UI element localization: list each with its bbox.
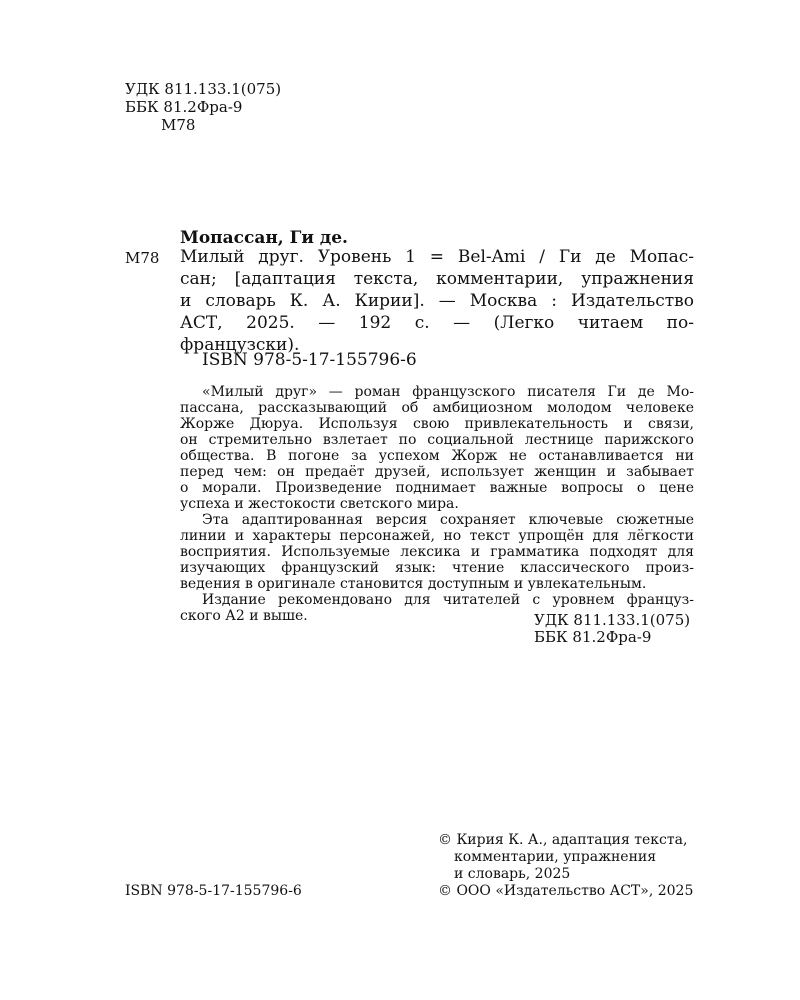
bbk-code: ББК 81.2Фра-9 xyxy=(125,98,243,116)
annotation-line: пассана, рассказывающий об амбициозном молодом человеке xyxy=(180,400,694,416)
annotation-line: успеха и жестокости светского мира. xyxy=(180,496,459,512)
copyright-block xyxy=(438,832,693,900)
copyright-line: и словарь, 2025 xyxy=(454,866,571,882)
biblio-line: сан; [адаптация текста, комментарии, упражнения xyxy=(180,269,694,289)
biblio-line: АСТ, 2025. — 192 с. — (Легко читаем по- xyxy=(180,313,694,333)
copyright-line: комментарии, упражнения xyxy=(454,849,657,865)
annotation-line: ведения в оригинале становится доступным и увлекательным. xyxy=(180,576,647,592)
annotation-line: изучающих французский язык: чтение классического произ- xyxy=(180,560,694,576)
classification-block-bottom xyxy=(534,612,690,646)
annotation-line: Жорже Дюруа. Используя свою привлекательность и связи, xyxy=(180,416,694,432)
annotation-line: Эта адаптированная версия сохраняет ключевые сюжетные xyxy=(202,512,694,528)
annotation-line: «Милый друг» — роман французского писателя Ги де Мо- xyxy=(202,384,694,400)
classification-block-top xyxy=(125,80,281,134)
annotation-line: ского А2 и выше. xyxy=(180,608,308,624)
annotation-line: общества. В погоне за успехом Жорж не останавливается ни xyxy=(180,448,694,464)
copyright-line: © ООО «Издательство АСТ», 2025 xyxy=(438,883,694,899)
annotation-line: линии и характеры персонажей, но текст упрощён для лёгкости xyxy=(180,528,694,544)
udk-code: УДК 811.133.1(075) xyxy=(125,80,282,98)
udk-code: УДК 811.133.1(075) xyxy=(534,611,691,629)
biblio-line: и словарь К. А. Кирии]. — Москва : Издательство xyxy=(180,291,694,311)
annotation-line: Издание рекомендовано для читателей с уровнем француз- xyxy=(202,592,694,608)
author-mark: М78 xyxy=(161,116,196,134)
isbn-main: ISBN 978-5-17-155796-6 xyxy=(202,350,417,370)
annotation-line: о морали. Произведение поднимает важные вопросы о цене xyxy=(180,480,694,496)
biblio-line: Милый друг. Уровень 1 = Bel-Ami / Ги де Мопас- xyxy=(180,247,694,267)
author-heading: Мопассан, Ги де. xyxy=(180,228,348,248)
copyright-line: © Кирия К. А., адаптация текста, xyxy=(438,832,688,848)
annotation-line: он стремительно взлетает по социальной лестнице парижского xyxy=(180,432,694,448)
annotation-line: перед чем: он предаёт друзей, использует женщин и забывает xyxy=(180,464,694,480)
bbk-code: ББК 81.2Фра-9 xyxy=(534,628,652,646)
isbn-bottom: ISBN 978-5-17-155796-6 xyxy=(125,883,302,899)
biblio-line: французски). xyxy=(180,335,300,355)
annotation-line: восприятия. Используемые лексика и грамматика подходят для xyxy=(180,544,694,560)
side-author-mark: М78 xyxy=(125,249,160,267)
bibliographic-description xyxy=(180,246,694,356)
annotation xyxy=(180,384,694,624)
